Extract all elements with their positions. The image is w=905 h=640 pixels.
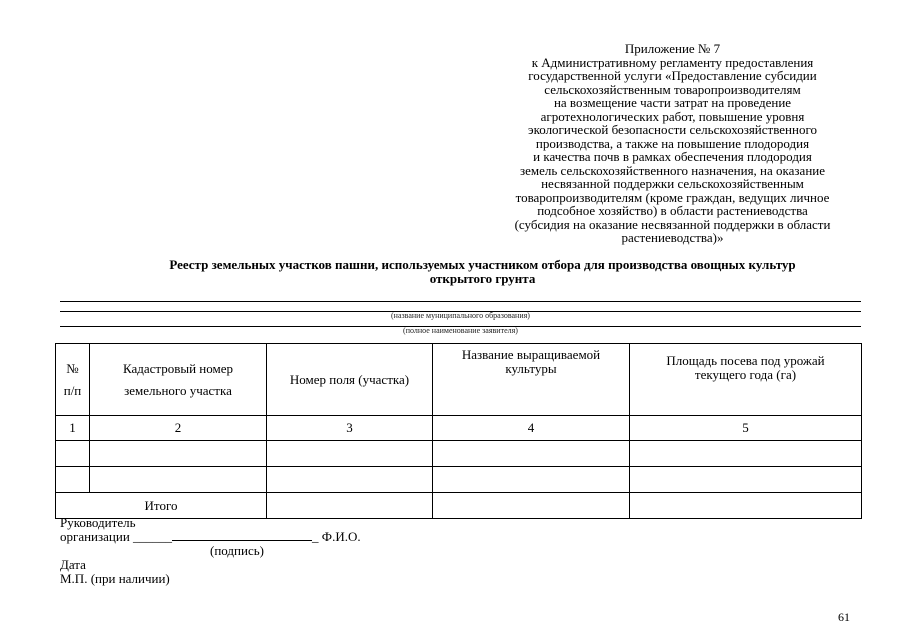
header-area-line1: Площадь посева под урожай xyxy=(666,353,825,368)
table-header-row xyxy=(56,344,862,416)
total-field-cell[interactable] xyxy=(267,493,433,519)
page-number: 61 xyxy=(838,610,850,624)
appendix-line: к Административному регламенту предоставления xyxy=(531,54,814,70)
sign-caption: (подпись) xyxy=(210,543,264,558)
blank-line-top xyxy=(60,301,861,302)
header-area xyxy=(630,344,862,416)
table-cell[interactable] xyxy=(630,467,862,493)
table-cell[interactable] xyxy=(433,441,630,467)
header-crop xyxy=(433,344,630,416)
table-cell[interactable] xyxy=(90,467,267,493)
appendix-line: и качества почв в рамках обеспечения плодородия xyxy=(533,149,812,164)
table-cell[interactable] xyxy=(433,467,630,493)
total-label: Итого xyxy=(56,493,267,519)
table-row xyxy=(56,441,862,467)
appendix-line: товаропроизводителям (кроме граждан, ведущих личное xyxy=(515,189,830,205)
appendix-line: подсобное хозяйство) в области растениеводства xyxy=(537,203,808,218)
table-cell[interactable] xyxy=(56,441,90,467)
table-cell[interactable] xyxy=(630,441,862,467)
total-area-cell[interactable] xyxy=(630,493,862,519)
head-label: Руководитель xyxy=(60,515,136,530)
header-crop-line1: Название выращиваемой xyxy=(461,347,601,362)
column-number: 2 xyxy=(90,416,267,441)
appendix-line: Приложение № 7 xyxy=(624,41,721,56)
table-row xyxy=(56,467,862,493)
fio-label: _ Ф.И.О. xyxy=(312,529,361,544)
column-number: 5 xyxy=(630,416,862,441)
appendix-line: на возмещение части затрат на проведение xyxy=(553,95,792,110)
total-crop-cell[interactable] xyxy=(433,493,630,519)
municipality-caption: (название муниципального образования) xyxy=(391,311,530,320)
registry-table xyxy=(55,343,862,519)
registry-title-line1: Реестр земельных участков пашни, используемых участником отбора для производства овощных культур xyxy=(169,257,796,272)
header-field-number: Номер поля (участка) xyxy=(267,344,433,416)
appendix-line: несвязанной поддержки сельскохозяйственным xyxy=(541,176,804,191)
appendix-line: агротехнологических работ, повышение уровня xyxy=(540,108,805,124)
applicant-caption: (полное наименование заявителя) xyxy=(403,326,518,335)
signature-line[interactable] xyxy=(172,530,312,541)
header-number-symbol: № xyxy=(66,360,79,376)
registry-title xyxy=(60,258,905,286)
appendix-header xyxy=(480,42,865,245)
total-row xyxy=(56,493,862,519)
date-label: Дата xyxy=(60,557,86,572)
column-number: 3 xyxy=(267,416,433,441)
appendix-line: сельскохозяйственным товаропроизводителям xyxy=(544,81,801,97)
header-number xyxy=(56,344,90,416)
appendix-line: производства, а также на повышение плодородия xyxy=(535,135,810,151)
registry-title-line2: открытого грунта xyxy=(429,271,536,286)
header-cadastral-line1: Кадастровый номер xyxy=(122,360,234,376)
head-label-org: организации ______ xyxy=(60,529,173,544)
header-cadastral xyxy=(90,344,267,416)
stamp-label: М.П. (при наличии) xyxy=(60,571,170,586)
column-number: 4 xyxy=(433,416,630,441)
signature-row xyxy=(60,530,361,544)
appendix-line: (субсидия на оказание несвязанной поддержки в области xyxy=(514,216,831,232)
signature-block xyxy=(60,516,361,586)
header-crop-line2: культуры xyxy=(505,361,557,376)
appendix-line: экологической безопасности сельскохозяйственного xyxy=(528,122,817,137)
header-area-line2: текущего года (га) xyxy=(694,367,797,382)
table-cell[interactable] xyxy=(267,441,433,467)
table-cell[interactable] xyxy=(267,467,433,493)
column-number-row xyxy=(56,416,862,441)
header-cadastral-line2: земельного участка xyxy=(124,382,232,398)
appendix-line: государственной услуги «Предоставление субсидии xyxy=(528,68,817,83)
table-cell[interactable] xyxy=(90,441,267,467)
table-cell[interactable] xyxy=(56,467,90,493)
header-number-pp: п/п xyxy=(63,382,82,398)
column-number: 1 xyxy=(56,416,90,441)
appendix-line: земель сельскохозяйственного назначения, на оказание xyxy=(519,162,826,178)
appendix-line: растениеводства)» xyxy=(621,230,724,245)
